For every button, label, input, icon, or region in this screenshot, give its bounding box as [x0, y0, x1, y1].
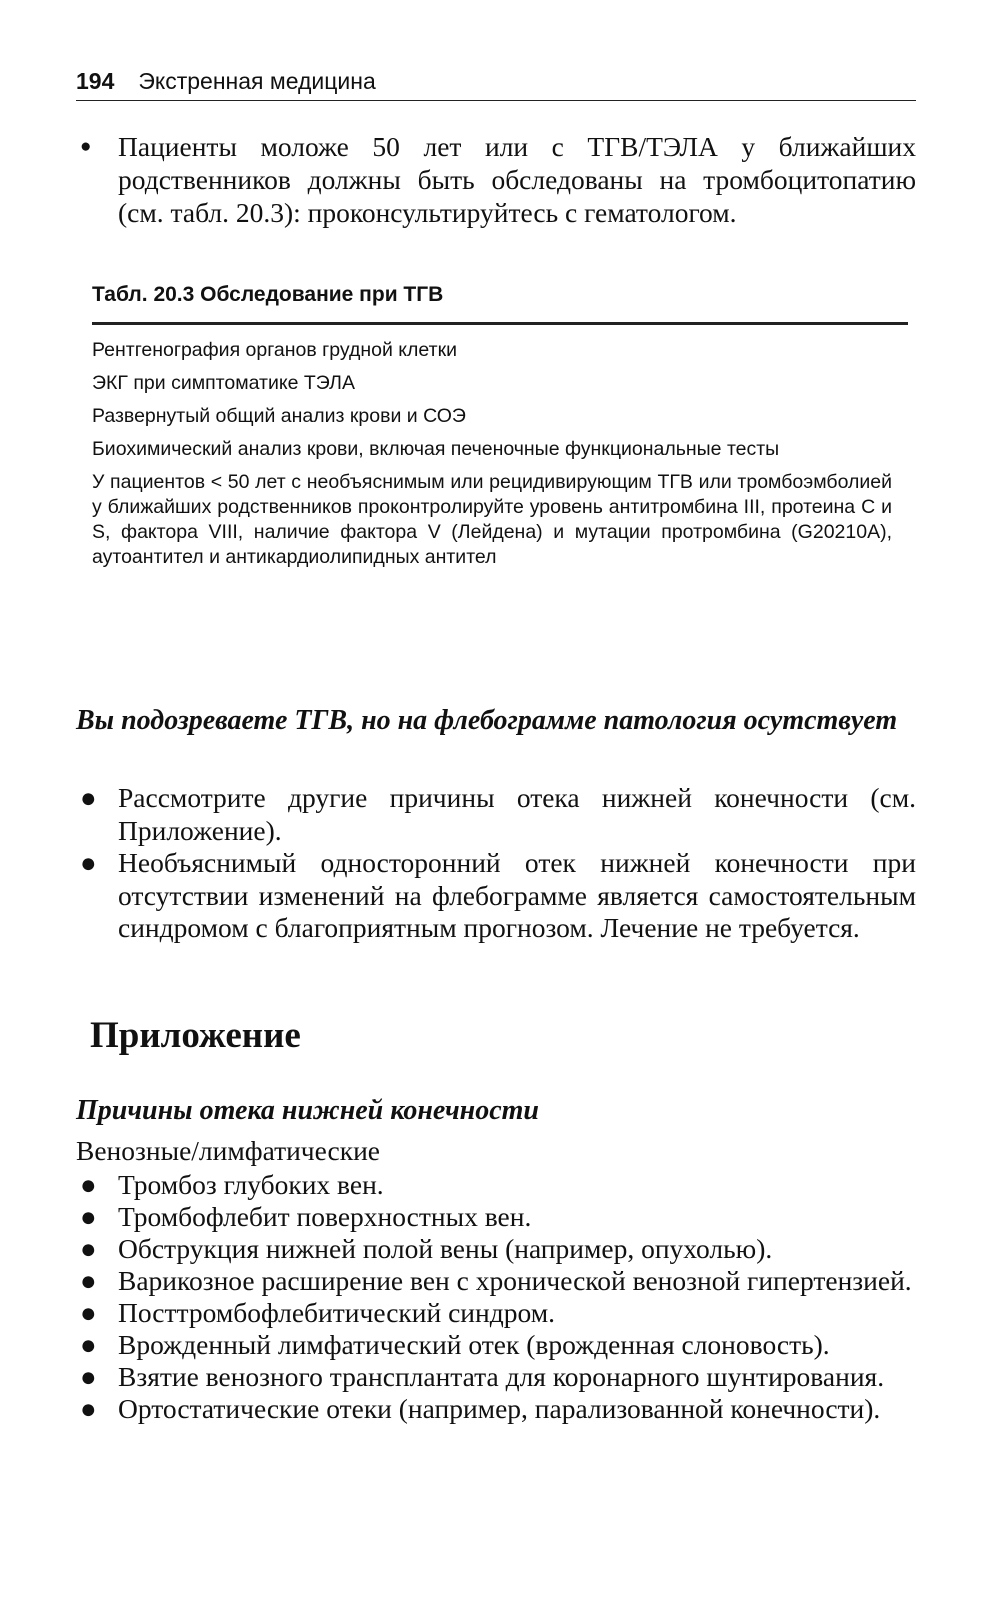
bullet-icon: ● [80, 1361, 97, 1392]
list-item: ● Тромбофлебит поверхностных вен. [80, 1201, 532, 1232]
bullet-icon: ● [80, 1265, 97, 1296]
table-divider [92, 322, 908, 325]
bullet-icon: ● [80, 782, 97, 813]
bullet-icon: ● [80, 1329, 97, 1360]
table-rows [92, 338, 892, 578]
appendix-heading: Приложение [90, 1015, 301, 1056]
page-number: 194 [76, 68, 115, 94]
bullet-icon: ● [80, 1297, 97, 1328]
group-label: Венозные/лимфатические [76, 1135, 381, 1166]
bullet-icon: ● [80, 136, 92, 157]
list-item: ● Взятие венозного трансплантата для коронарного шунтирования. [80, 1361, 885, 1392]
table-row: Рентгенография органов грудной клетки [92, 339, 457, 361]
appendix-subheading: Причины отека нижней конечности [76, 1095, 539, 1126]
bullet-icon: ● [80, 1201, 97, 1232]
list-item: ● Врожденный лимфатический отек (врожденная слоновость). [80, 1329, 830, 1360]
section-heading: Вы подозреваете ТГВ, но на флебограмме патология осутствует [76, 705, 898, 736]
list-item: ● Тромбоз глубоких вен. [80, 1169, 384, 1200]
intro-bullet-list [76, 130, 916, 229]
table-row: Развернутый общий анализ крови и СОЭ [92, 405, 466, 427]
page-header [76, 66, 916, 101]
table-row: Биохимический анализ крови, включая печеночные функциональные тесты [92, 438, 780, 460]
section-bullet-list [76, 782, 916, 945]
bullet-icon: ● [80, 847, 97, 878]
list-item: ● Посттромбофлебитический синдром. [80, 1297, 555, 1328]
table-caption: Табл. 20.3 Обследование при ТГВ [92, 283, 444, 306]
appendix-bullet-list [76, 1169, 916, 1425]
list-item: ● Ортостатические отеки (например, парализованной конечности). [80, 1393, 881, 1424]
list-item: ● Пациенты моложе 50 лет или с ТГВ/ТЭЛА у ближайших родственников должны быть обследованы на тромбоцитопатию (см. табл. 20.3): проконсультируйтесь с гематологом. [80, 131, 916, 228]
bullet-icon: ● [80, 1393, 97, 1424]
bullet-icon: ● [80, 1169, 97, 1200]
bullet-icon: ● [80, 1233, 97, 1264]
list-item: ● Рассмотрите другие причины отека нижней конечности (см. Приложение). [80, 782, 916, 846]
list-item: ● Необъяснимый односторонний отек нижней конечности при отсутствии изменений на флебограмме является самостоятельным синдромом с благоприятным прогнозом. Лечение не требуется. [80, 847, 916, 943]
table-row: У пациентов < 50 лет с необъяснимым или рецидивирующим ТГВ или тромбоэмболией у ближайших родственников проконтролируйте уровень антитромбина III, протеина C и S, фактора VIII, наличие фактора V (Лейдена) и мутации протромбина (G20210A), аутоантител и антикардиолипидных антител [92, 471, 892, 568]
list-item: ● Варикозное расширение вен с хронической венозной гипертензией. [80, 1265, 912, 1296]
running-title: Экстренная медицина [138, 68, 376, 94]
list-item: ● Обструкция нижней полой вены (например, опухолью). [80, 1233, 773, 1264]
table-row: ЭКГ при симптоматике ТЭЛА [92, 372, 355, 394]
